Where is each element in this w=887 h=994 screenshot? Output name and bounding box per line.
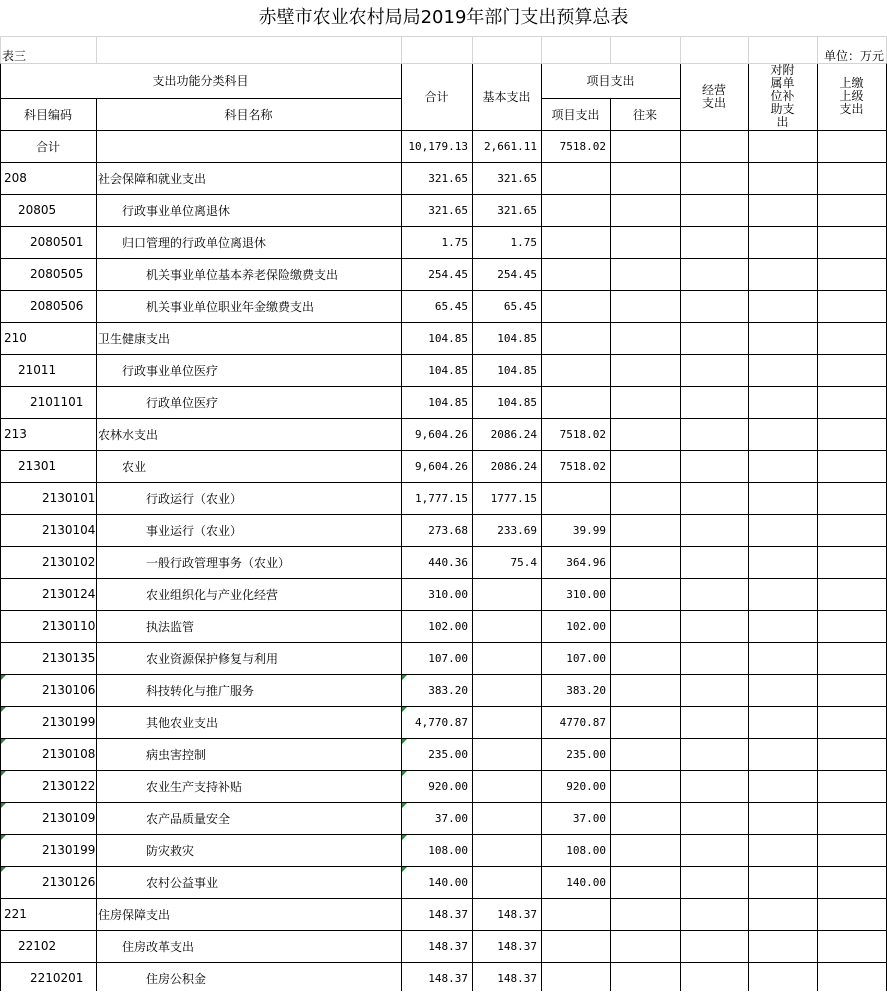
row-subsidy [748,770,817,802]
row-code: 2130110 [42,619,96,633]
row-name: 社会保障和就业支出 [98,171,207,186]
row-transfer [610,610,680,642]
row-business [680,962,748,994]
row-basic [472,642,541,674]
row-basic [472,738,541,770]
row-payup [817,322,886,354]
row-subsidy [748,514,817,546]
cell-indicator-icon [1,707,6,712]
row-transfer [610,354,680,386]
sheet-label: 表三 [2,48,27,63]
row-basic: 65.45 [503,299,537,313]
row-name: 农村公益事业 [146,875,219,890]
row-transfer [610,578,680,610]
row-business [680,546,748,578]
row-transfer [610,738,680,770]
row-project [541,930,610,962]
row-payup [817,258,886,290]
row-basic: 148.37 [497,939,537,953]
row-name: 行政运行（农业） [146,491,243,506]
row-basic [472,578,541,610]
row-project: 310.00 [566,587,606,601]
row-total: 148.37 [428,907,468,921]
row-name: 卫生健康支出 [98,331,171,346]
row-name: 行政单位医疗 [146,395,219,410]
row-subsidy [748,546,817,578]
row-payup [817,770,886,802]
row-business [680,802,748,834]
row-total: 107.00 [428,651,468,665]
cell-indicator-icon [402,707,407,712]
row-payup [817,802,886,834]
row-total: 321.65 [428,203,468,217]
cell-indicator-icon [402,675,407,680]
row-subsidy [748,610,817,642]
row-project: 7518.02 [559,427,606,441]
row-name: 行政事业单位离退休 [122,203,231,218]
row-payup [817,450,886,482]
row-total: 148.37 [428,939,468,953]
row-business [680,706,748,738]
row-payup [817,194,886,226]
row-code: 2080501 [30,235,84,249]
row-subsidy [748,706,817,738]
row-subsidy [748,130,817,162]
row-code: 213 [4,427,27,441]
cell-indicator-icon [1,771,6,776]
row-transfer [610,770,680,802]
row-payup [817,898,886,930]
row-project: 107.00 [566,651,606,665]
row-total: 383.20 [428,683,468,697]
row-payup [817,546,886,578]
row-business [680,226,748,258]
row-project: 383.20 [566,683,606,697]
cell-indicator-icon [1,867,6,872]
row-subsidy [748,962,817,994]
row-project [541,194,610,226]
row-business [680,322,748,354]
row-basic: 104.85 [497,395,537,409]
row-project: 7518.02 [559,459,606,473]
row-subsidy [748,930,817,962]
row-transfer [610,674,680,706]
row-business [680,642,748,674]
row-code: 22102 [18,939,57,953]
row-basic: 254.45 [497,267,537,281]
row-basic: 2,661.11 [484,139,537,153]
row-basic: 104.85 [497,331,537,345]
header-func-category: 支出功能分类科目 [152,74,249,88]
header-total: 合计 [424,90,449,104]
cell-indicator-icon [1,835,6,840]
row-transfer [610,386,680,418]
row-payup [817,642,886,674]
row-subsidy [748,450,817,482]
row-subsidy [748,738,817,770]
row-basic [472,802,541,834]
row-payup [817,738,886,770]
row-transfer [610,514,680,546]
row-payup [817,610,886,642]
row-business [680,418,748,450]
row-code: 2130104 [42,523,96,537]
header-basic: 基本支出 [482,90,531,104]
row-transfer [610,482,680,514]
row-code: 2130102 [42,555,96,569]
row-name: 科技转化与推广服务 [146,683,255,698]
cell-indicator-icon [402,771,407,776]
row-transfer [610,450,680,482]
row-name: 农业生产支持补贴 [146,779,243,794]
row-business [680,738,748,770]
row-subsidy [748,194,817,226]
row-business [680,834,748,866]
cell-indicator-icon [402,803,407,808]
row-transfer [610,962,680,994]
row-code: 21011 [18,363,57,377]
row-subsidy [748,674,817,706]
row-subsidy [748,226,817,258]
row-business [680,194,748,226]
row-project [541,482,610,514]
row-code: 2130122 [42,779,96,793]
row-subsidy [748,578,817,610]
row-subsidy [748,418,817,450]
row-code: 2080505 [30,267,84,281]
row-project [541,290,610,322]
row-total: 9,604.26 [415,427,468,441]
row-subsidy [748,834,817,866]
row-business [680,866,748,898]
row-total: 10,179.13 [408,139,468,153]
row-transfer [610,130,680,162]
row-business [680,130,748,162]
row-total: 1.75 [441,235,468,249]
row-total: 104.85 [428,363,468,377]
row-business [680,162,748,194]
row-subsidy [748,322,817,354]
cell-indicator-icon [1,739,6,744]
row-payup [817,162,886,194]
row-name: 病虫害控制 [146,747,207,762]
row-total: 254.45 [428,267,468,281]
row-project [541,898,610,930]
row-basic [472,610,541,642]
row-code: 208 [4,171,27,185]
row-total: 102.00 [428,619,468,633]
row-subsidy [748,386,817,418]
row-payup [817,578,886,610]
row-total: 104.85 [428,331,468,345]
row-project: 235.00 [566,747,606,761]
row-code: 2130106 [42,683,96,697]
row-transfer [610,706,680,738]
row-basic: 2086.24 [490,459,537,473]
row-project [541,258,610,290]
row-basic: 1777.15 [490,491,537,505]
row-code: 2210201 [30,971,84,985]
row-name: 农业资源保护修复与利用 [146,651,279,666]
row-subsidy [748,162,817,194]
row-transfer [610,194,680,226]
row-project: 364.96 [566,555,606,569]
row-project: 39.99 [572,523,606,537]
row-total: 1,777.15 [415,491,468,505]
header-payup: 上缴上级支出 [839,76,864,116]
row-code: 2101101 [30,395,84,409]
row-transfer [610,546,680,578]
row-total: 235.00 [428,747,468,761]
row-name: 防灾救灾 [146,843,195,858]
row-project: 108.00 [566,843,606,857]
header-code: 科目编码 [23,107,72,122]
row-payup [817,514,886,546]
row-basic: 321.65 [497,171,537,185]
row-payup [817,482,886,514]
row-payup [817,418,886,450]
row-project: 7518.02 [559,139,606,153]
row-subsidy [748,866,817,898]
row-project: 102.00 [566,619,606,633]
row-code: 2130124 [42,587,96,601]
header-subsidy: 对附属单位补助支出 [770,63,795,129]
row-project: 37.00 [572,811,606,825]
row-code: 2130109 [42,811,96,825]
row-payup [817,354,886,386]
row-name: 机关事业单位基本养老保险缴费支出 [146,267,339,282]
row-business [680,354,748,386]
row-business [680,514,748,546]
row-project [541,354,610,386]
row-code: 2130101 [42,491,96,505]
row-total: 140.00 [428,875,468,889]
cell-indicator-icon [402,867,407,872]
row-payup [817,866,886,898]
row-basic [472,706,541,738]
row-total: 104.85 [428,395,468,409]
row-code: 2130135 [42,651,96,665]
row-name: 住房公积金 [146,971,207,986]
row-name: 一般行政管理事务（农业） [146,555,291,570]
header-business: 经营支出 [701,82,726,110]
row-code: 2130108 [42,747,96,761]
row-business [680,674,748,706]
row-transfer [610,642,680,674]
row-transfer [610,322,680,354]
row-total: 148.37 [428,971,468,985]
row-code: 20805 [18,203,57,217]
row-transfer [610,898,680,930]
row-name: 行政事业单位医疗 [122,363,219,378]
row-name: 农产品质量安全 [146,811,231,826]
row-total: 321.65 [428,171,468,185]
row-subsidy [748,482,817,514]
row-basic: 321.65 [497,203,537,217]
row-transfer [610,418,680,450]
cell-indicator-icon [1,675,6,680]
row-basic: 1.75 [510,235,537,249]
row-total: 920.00 [428,779,468,793]
row-code: 2130126 [42,875,96,889]
row-name [96,130,401,162]
row-business [680,482,748,514]
row-name: 归口管理的行政单位离退休 [122,235,267,250]
unit-label: 单位：万元 [823,48,884,63]
row-transfer [610,290,680,322]
row-business [680,578,748,610]
row-business [680,930,748,962]
row-subsidy [748,802,817,834]
row-payup [817,834,886,866]
row-business [680,898,748,930]
row-transfer [610,802,680,834]
row-project: 4770.87 [559,715,606,729]
row-total: 108.00 [428,843,468,857]
row-total: 273.68 [428,523,468,537]
row-name: 农业 [122,459,147,474]
row-subsidy [748,354,817,386]
row-project [541,962,610,994]
row-project [541,386,610,418]
row-total: 37.00 [434,811,468,825]
row-code: 21301 [18,459,57,473]
row-name: 执法监管 [146,619,195,634]
cell-indicator-icon [402,739,407,744]
row-total: 4,770.87 [415,715,468,729]
row-basic [472,674,541,706]
row-payup [817,290,886,322]
row-transfer [610,258,680,290]
row-business [680,610,748,642]
header-project: 项目支出 [586,74,635,88]
row-project [541,162,610,194]
row-project [541,322,610,354]
row-project [541,226,610,258]
row-code: 221 [4,907,27,921]
row-total: 310.00 [428,587,468,601]
row-name: 其他农业支出 [146,715,219,730]
row-payup [817,226,886,258]
row-basic [472,770,541,802]
row-total: 440.36 [428,555,468,569]
row-name: 机关事业单位职业年金缴费支出 [146,299,315,314]
row-business [680,386,748,418]
row-basic: 75.4 [510,555,537,569]
row-transfer [610,866,680,898]
row-code: 2130199 [42,715,96,729]
row-payup [817,386,886,418]
row-transfer [610,226,680,258]
row-transfer [610,162,680,194]
row-basic: 2086.24 [490,427,537,441]
row-business [680,290,748,322]
row-basic: 233.69 [497,523,537,537]
row-subsidy [748,258,817,290]
row-code: 2130199 [42,843,96,857]
row-business [680,450,748,482]
header-name: 科目名称 [224,107,273,122]
row-code: 210 [4,331,27,345]
row-payup [817,706,886,738]
row-transfer [610,834,680,866]
row-business [680,258,748,290]
row-subsidy [748,642,817,674]
row-project: 140.00 [566,875,606,889]
row-basic: 148.37 [497,971,537,985]
row-name: 事业运行（农业） [146,523,243,538]
row-project: 920.00 [566,779,606,793]
row-business [680,770,748,802]
row-code: 2080506 [30,299,84,313]
row-total: 9,604.26 [415,459,468,473]
row-transfer [610,930,680,962]
row-payup [817,962,886,994]
row-payup [817,930,886,962]
row-subsidy [748,898,817,930]
row-name: 住房改革支出 [122,939,195,954]
header-project-sub: 项目支出 [551,107,600,122]
row-name: 农业组织化与产业化经营 [146,587,279,602]
row-subsidy [748,290,817,322]
row-total: 65.45 [434,299,468,313]
row-basic [472,866,541,898]
row-basic [472,834,541,866]
row-code: 合计 [35,139,60,154]
cell-indicator-icon [1,803,6,808]
row-basic: 148.37 [497,907,537,921]
cell-indicator-icon [402,835,407,840]
page-title: 赤壁市农业农村局局2019年部门支出预算总表 [258,7,629,28]
header-transfer: 往来 [632,107,657,122]
row-basic: 104.85 [497,363,537,377]
row-payup [817,674,886,706]
row-name: 住房保障支出 [98,907,171,922]
row-payup [817,130,886,162]
row-name: 农林水支出 [98,427,159,442]
